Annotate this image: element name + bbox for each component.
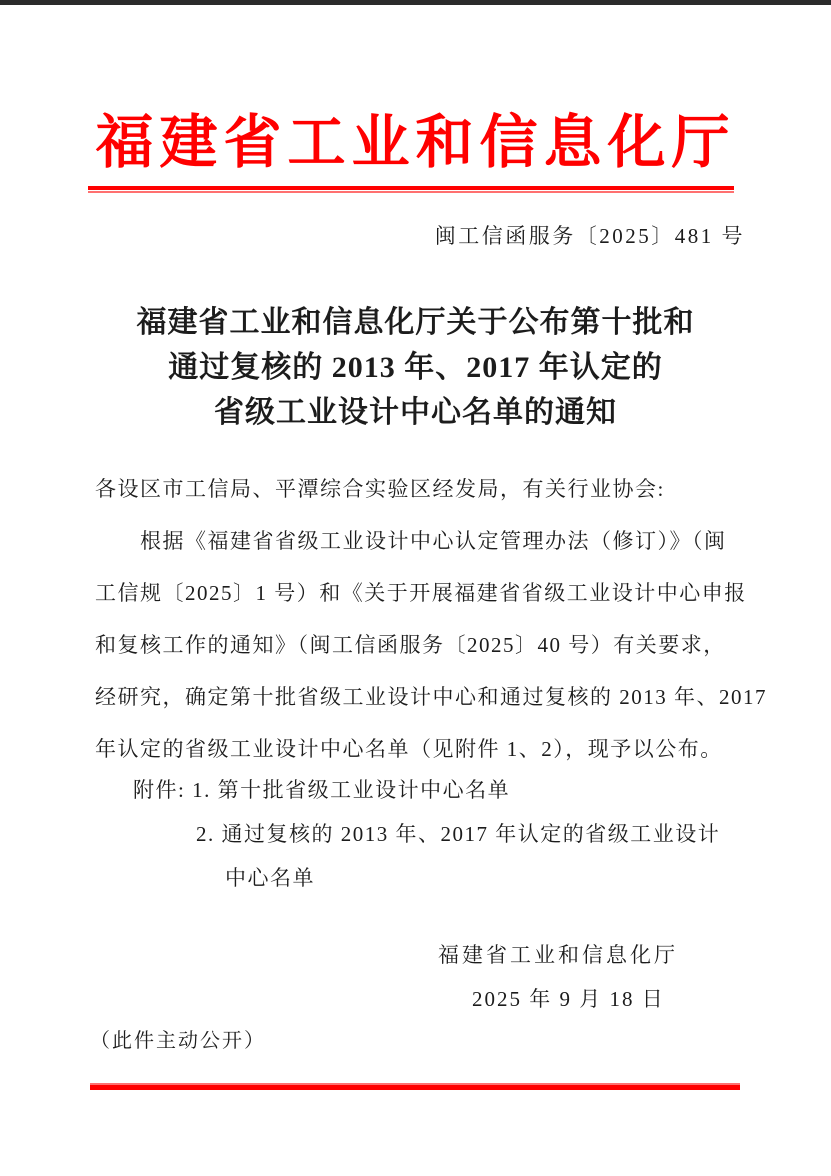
- salutation-line: 各设区市工信局、平潭综合实验区经发局，有关行业协会:: [95, 477, 665, 501]
- signature-agency-name: 福建省工业和信息化厅: [438, 943, 678, 967]
- document-title-line-1: 福建省工业和信息化厅关于公布第十批和: [136, 306, 695, 339]
- attachment-item-1: 附件: 1. 第十批省级工业设计中心名单: [133, 778, 511, 802]
- footer-divider-thick-line: [90, 1085, 740, 1090]
- header-divider-thin-line: [88, 191, 734, 193]
- body-text-line: 和复核工作的通知》（闽工信函服务〔2025〕40 号）有关要求，: [95, 633, 726, 657]
- body-text-line: 根据《福建省省级工业设计中心认定管理办法（修订）》（闽: [140, 529, 727, 553]
- body-text-line: 年认定的省级工业设计中心名单（见附件 1、2），现予以公布。: [95, 737, 723, 761]
- signature-date: 2025 年 9 月 18 日: [472, 987, 665, 1011]
- header-divider-line: [88, 186, 734, 193]
- attachments-list: [0, 768, 831, 900]
- document-title-line-3: 省级工业设计中心名单的通知: [214, 396, 617, 429]
- document-title: [0, 300, 831, 435]
- attachment-item-2: 2. 通过复核的 2013 年、2017 年认定的省级工业设计: [196, 822, 721, 846]
- public-disclosure-note: （此件主动公开）: [90, 1030, 266, 1052]
- top-border-bar: [0, 0, 831, 5]
- agency-header-title: 福建省工业和信息化厅: [95, 110, 736, 175]
- footer-divider-line: [90, 1083, 740, 1090]
- attachment-item-2-continued: 中心名单: [225, 866, 315, 890]
- body-text-line: 工信规〔2025〕1 号）和《关于开展福建省省级工业设计中心申报: [95, 581, 747, 605]
- document-title-line-2: 通过复核的 2013 年、2017 年认定的: [168, 351, 663, 384]
- document-body: [95, 463, 767, 775]
- document-reference-number: 闽工信函服务〔2025〕481 号: [434, 224, 745, 248]
- body-text-line: 经研究，确定第十批省级工业设计中心和通过复核的 2013 年、2017: [95, 685, 767, 709]
